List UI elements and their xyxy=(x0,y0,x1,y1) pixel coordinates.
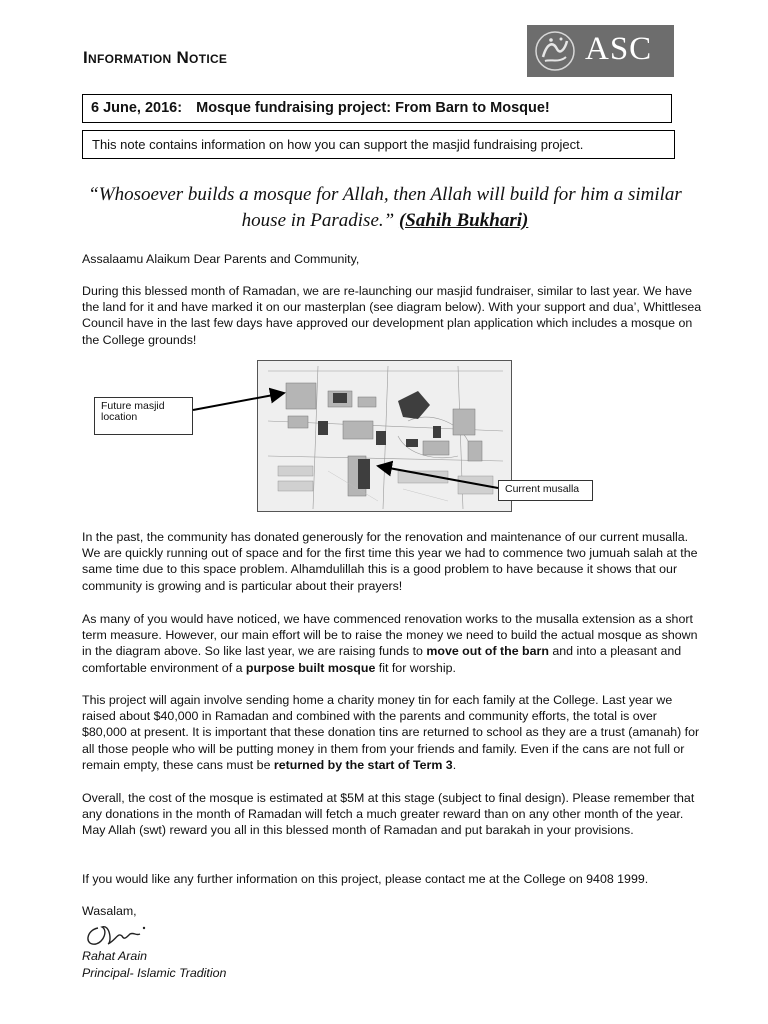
date-title-box xyxy=(82,94,672,123)
masterplan-drawing xyxy=(258,361,512,512)
intro-box: This note contains information on how you can support the masjid fundraising project. xyxy=(82,130,675,159)
salutation: Wasalam, xyxy=(82,904,137,918)
p4-text-c: . xyxy=(452,757,457,772)
paragraph-renovation xyxy=(82,611,704,676)
p3-text-d: fit for worship. xyxy=(375,660,456,675)
paragraph-money-tin xyxy=(82,692,704,773)
p3-bold-barn: move out of the barn xyxy=(426,644,549,659)
quote-text: “Whosoever builds a mosque for Allah, then Allah will build for him a similar house in Paradise.” xyxy=(88,184,682,231)
paragraph-cost: Overall, the cost of the mosque is estimated at $5M at this stage (subject to final design). Please remember that any donations in the month of Ramadan will fetch a much greater reward than on any other month of the year. May Allah (swt) reward you all in this blessed month of Ramadan and put barakah in your provisions. xyxy=(82,791,695,838)
project-title: Mosque fundraising project: From Barn to Mosque! xyxy=(196,100,550,116)
p4-text-a: This project will again involve sending home a charity money tin for each family at the College. Last year we raised about $40,000 in Ramadan and combined with the parents and community efforts, the total is over $80,000 at present. It is important that these donation tins are returned to school as they are a trust (amanah) for all those people who will be putting money in them from your friends and family. Even if the cans are not full or remain empty, these cans must be xyxy=(82,693,700,772)
handwritten-signature xyxy=(82,918,152,952)
callout-current-musalla: Current musalla xyxy=(498,480,593,501)
logo-text: ASC xyxy=(585,31,653,67)
signatory-name: Rahat Arain xyxy=(82,949,147,963)
paragraph-contact: If you would like any further information on this project, please contact me at the College on 9408 1999. xyxy=(82,872,649,886)
hadith-quote xyxy=(82,182,688,234)
p4-bold-return: returned by the start of Term 3 xyxy=(273,757,453,772)
paragraph-past-donations: In the past, the community has donated generously for the renovation and maintenance of our current musalla. We are quickly running out of space and for the first time this year we had to commence two jumuah salah at the same time due to this space problem. Alhamdulillah this is a good problem to have because it shows that our community is growing and is particular about their prayers! xyxy=(82,530,698,593)
notice-title: Information Notice xyxy=(83,48,228,67)
asc-logo xyxy=(527,25,674,77)
p3-text-c: and into a pleasant and comfortable environment of a xyxy=(82,644,682,675)
signatory-title: Principal- Islamic Tradition xyxy=(82,966,227,980)
paragraph-relaunch: During this blessed month of Ramadan, we are re-launching our masjid fundraiser, similar to last year. We have the land for it and have marked it on our masterplan (see diagram below). With your support and dua’, Whittlesea Council have in the last few days have approved our development plan application which includes a mosque on the College grounds! xyxy=(82,284,702,347)
p3-text-a: As many of you would have noticed, we have commenced renovation works to the musalla extension as a short term measure. However, our main effort will be to raise the money we need to build the actual mosque as shown in the diagram above. So like last year, we are raising funds to xyxy=(82,612,698,659)
masterplan-diagram xyxy=(257,360,512,512)
greeting: Assalaamu Alaikum Dear Parents and Community, xyxy=(82,252,360,266)
quote-source: (Sahih Bukhari) xyxy=(398,210,529,231)
calligraphy-seal-icon xyxy=(533,29,577,73)
callout-future-masjid: Future masjid location xyxy=(94,397,193,435)
p3-bold-mosque: purpose built mosque xyxy=(245,660,376,675)
notice-date: 6 June, 2016: xyxy=(91,100,183,116)
